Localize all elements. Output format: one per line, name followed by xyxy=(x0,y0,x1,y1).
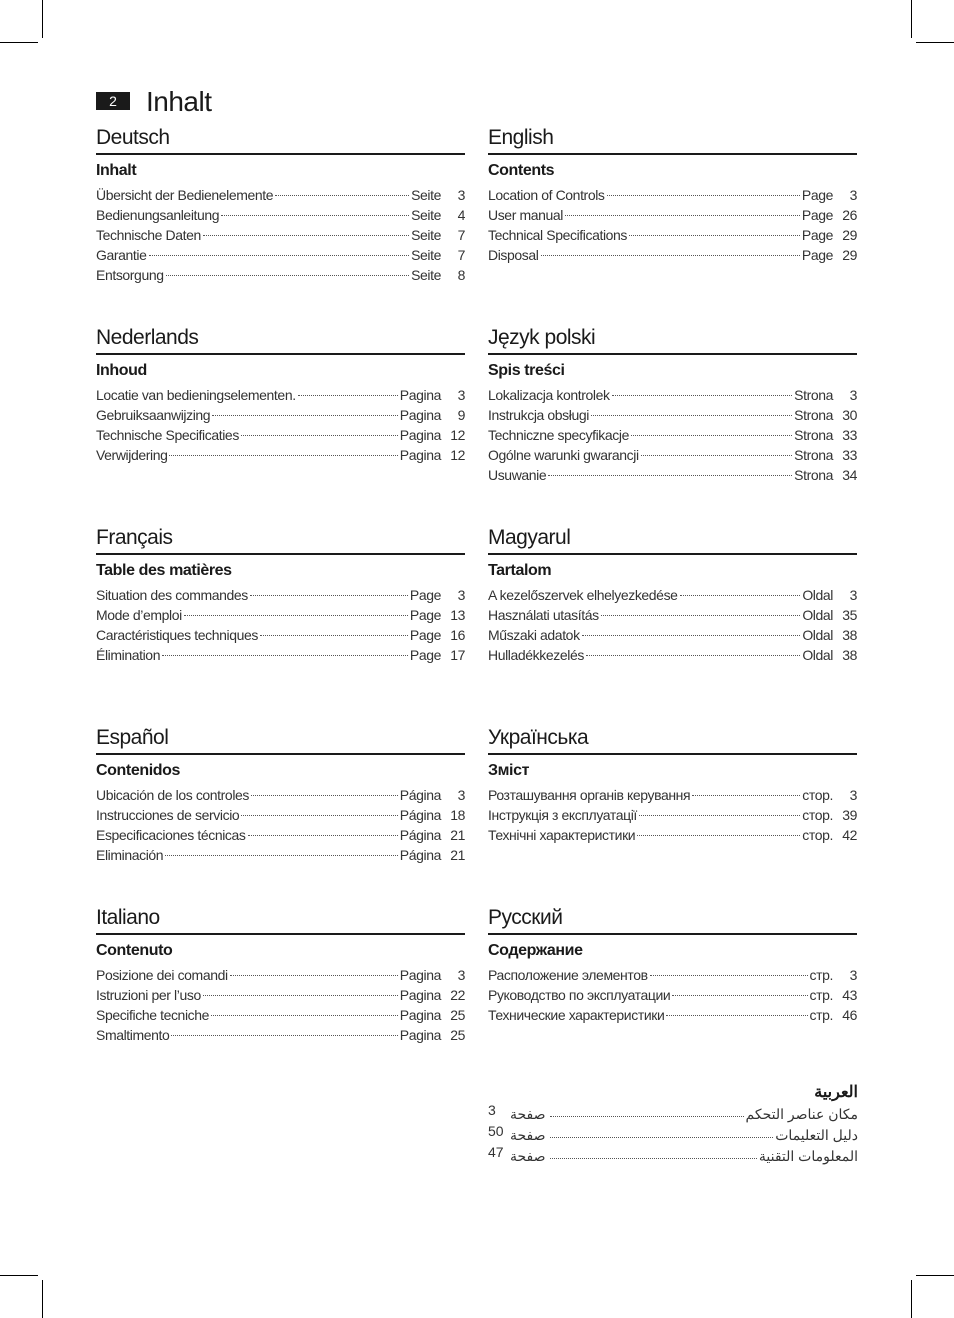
toc-entry-label: Eliminación xyxy=(96,847,164,863)
section-subtitle: Inhoud xyxy=(96,362,147,379)
toc-entry-page: 21 xyxy=(450,847,465,863)
toc-entry xyxy=(488,805,857,825)
section-title: Français xyxy=(96,526,173,549)
toc-entry-label: Расположение элементов xyxy=(488,967,648,983)
section-divider xyxy=(488,753,857,755)
toc-entry-page: 3 xyxy=(457,387,465,403)
section-divider xyxy=(488,553,857,555)
toc-entry-unit: стр. xyxy=(809,967,833,983)
crop-mark xyxy=(911,0,912,38)
toc-entry-unit: Seite xyxy=(411,187,441,203)
dot-leader xyxy=(650,975,808,976)
toc-entry-unit: Page xyxy=(409,647,441,663)
toc-entry-page: 38 xyxy=(842,647,857,663)
dot-leader xyxy=(241,435,398,436)
section-title-arabic: العربية xyxy=(814,1084,858,1101)
toc-entry xyxy=(96,405,465,425)
dot-leader xyxy=(601,615,801,616)
dot-leader xyxy=(692,795,800,796)
toc-entry-unit: Seite xyxy=(411,267,441,283)
toc-section xyxy=(96,724,465,865)
dot-leader xyxy=(203,235,409,236)
dot-leader xyxy=(250,595,408,596)
dot-leader xyxy=(550,1116,744,1117)
toc-entry-page: 21 xyxy=(450,827,465,843)
crop-mark xyxy=(911,1280,912,1318)
section-title: Nederlands xyxy=(96,326,199,349)
dot-leader xyxy=(162,655,408,656)
dot-leader xyxy=(550,1158,757,1159)
toc-entry-page: 22 xyxy=(450,987,465,1003)
toc-entry xyxy=(96,445,465,465)
dot-leader xyxy=(184,615,408,616)
section-title: Język polski xyxy=(488,326,596,349)
toc-entry-page: 29 xyxy=(842,227,857,243)
toc-entry-label: Bedienungsanleitung xyxy=(96,207,220,223)
toc-entry-label: Specifiche tecniche xyxy=(96,1007,210,1023)
section-subtitle: Содержание xyxy=(488,942,583,959)
toc-entry-unit: стор. xyxy=(802,827,833,843)
toc-section xyxy=(96,324,465,465)
toc-entry-label: Technische Daten xyxy=(96,227,201,243)
toc-entry-label: Instrucciones de servicio xyxy=(96,807,240,823)
toc-entry xyxy=(488,985,857,1005)
dot-leader xyxy=(612,395,793,396)
toc-entry-unit: Strona xyxy=(794,467,833,483)
toc-entry-page: 3 xyxy=(849,587,857,603)
toc-entry xyxy=(488,625,857,645)
toc-entry-page: 13 xyxy=(450,607,465,623)
toc-entry-label: Інструкція з експлуатації xyxy=(488,807,637,823)
toc-entry-page: 3 xyxy=(457,967,465,983)
section-subtitle: Spis treści xyxy=(488,362,565,379)
page-number-badge: 2 xyxy=(96,92,130,110)
section-divider xyxy=(488,153,857,155)
section-divider xyxy=(96,753,465,755)
dot-leader xyxy=(165,855,398,856)
section-title: Українська xyxy=(488,726,589,749)
toc-entry-page: 42 xyxy=(842,827,857,843)
toc-entry xyxy=(488,585,857,605)
toc-entry-label: User manual xyxy=(488,207,563,223)
toc-entry-page: 18 xyxy=(450,807,465,823)
dot-leader xyxy=(221,215,409,216)
dot-leader xyxy=(541,255,800,256)
toc-entry-label: المعلومات التقنية xyxy=(758,1148,858,1164)
dot-leader xyxy=(565,215,800,216)
toc-entry-page: 25 xyxy=(450,1007,465,1023)
toc-entry-label: Techniczne specyfikacje xyxy=(488,427,629,443)
toc-entry xyxy=(488,225,857,245)
dot-leader xyxy=(212,415,398,416)
page-title: Inhalt xyxy=(146,86,212,117)
toc-entry-label: Locatie van bedieningselementen. xyxy=(96,387,296,403)
dot-leader xyxy=(251,795,398,796)
section-title: Italiano xyxy=(96,906,160,929)
toc-section xyxy=(488,904,857,1025)
toc-entry-label: Технічні характеристики xyxy=(488,827,636,843)
toc-entry xyxy=(96,385,465,405)
dot-leader xyxy=(166,275,409,276)
toc-entry-page: 17 xyxy=(450,647,465,663)
toc-entry-label: دليل التعليمات xyxy=(775,1127,858,1143)
toc-entry-page: 43 xyxy=(842,987,857,1003)
toc-entry-unit: صفحة xyxy=(510,1106,546,1122)
crop-mark xyxy=(0,1275,38,1276)
toc-entry-label: Gebruiksaanwijzing xyxy=(96,407,211,423)
toc-entry-label: Caractéristiques techniques xyxy=(96,627,258,643)
toc-entry xyxy=(488,965,857,985)
dot-leader xyxy=(631,435,792,436)
toc-entry-unit: стр. xyxy=(809,987,833,1003)
toc-section xyxy=(488,124,857,265)
toc-entry-label: Smaltimento xyxy=(96,1027,170,1043)
dot-leader xyxy=(680,595,801,596)
toc-entry-page: 12 xyxy=(450,427,465,443)
section-divider xyxy=(96,553,465,555)
toc-entry xyxy=(488,205,857,225)
toc-entry xyxy=(488,1146,858,1166)
dot-leader xyxy=(248,835,398,836)
toc-entry-label: مكان عناصر التحكم xyxy=(745,1106,858,1122)
toc-entry xyxy=(488,425,857,445)
toc-entry-unit: стор. xyxy=(802,807,833,823)
toc-entry-page: 3 xyxy=(457,787,465,803)
toc-entry-unit: Page xyxy=(409,627,441,643)
toc-entry-unit: Pagina xyxy=(399,407,441,423)
toc-entry-label: Especificaciones técnicas xyxy=(96,827,246,843)
toc-entry-list xyxy=(96,585,465,665)
toc-entry-label: Übersicht der Bedienelemente xyxy=(96,187,274,203)
section-subtitle: Table des matières xyxy=(96,562,232,579)
toc-entry-unit: Page xyxy=(801,207,833,223)
toc-entry-page: 3 xyxy=(849,967,857,983)
dot-leader xyxy=(230,975,398,976)
toc-entry-unit: صفحة xyxy=(510,1127,546,1143)
toc-entry-list xyxy=(488,585,857,665)
toc-entry-page: 3 xyxy=(849,387,857,403)
dot-leader xyxy=(672,995,807,996)
toc-entry-unit: Page xyxy=(409,587,441,603)
toc-entry-list xyxy=(96,185,465,285)
toc-entry-list xyxy=(96,965,465,1045)
toc-entry-label: Mode d’emploi xyxy=(96,607,182,623)
toc-entry-label: Garantie xyxy=(96,247,147,263)
crop-mark xyxy=(916,42,954,43)
toc-entry-unit: صفحة xyxy=(510,1148,546,1164)
toc-entry-unit: Oldal xyxy=(802,607,833,623)
toc-entry xyxy=(96,965,465,985)
section-subtitle: Зміст xyxy=(488,762,530,779)
toc-entry xyxy=(488,785,857,805)
toc-entry-unit: Strona xyxy=(794,447,833,463)
section-divider xyxy=(96,933,465,935)
dot-leader xyxy=(275,195,409,196)
toc-entry-page: 38 xyxy=(842,627,857,643)
toc-entry-page: 7 xyxy=(457,227,465,243)
toc-entry-label: Élimination xyxy=(96,647,161,663)
toc-entry xyxy=(488,465,857,485)
toc-entry-page: 50 xyxy=(488,1123,504,1139)
toc-entry xyxy=(96,1005,465,1025)
toc-entry-label: Ubicación de los controles xyxy=(96,787,250,803)
section-title: Español xyxy=(96,726,169,749)
toc-entry-page: 29 xyxy=(842,247,857,263)
section-divider xyxy=(488,353,857,355)
toc-entry-unit: Oldal xyxy=(802,587,833,603)
toc-entry-unit: Seite xyxy=(411,207,441,223)
toc-entry-page: 3 xyxy=(849,187,857,203)
toc-entry-unit: Pagina xyxy=(399,1007,441,1023)
toc-entry-page: 8 xyxy=(457,267,465,283)
toc-entry-unit: Page xyxy=(801,187,833,203)
dot-leader xyxy=(548,475,792,476)
toc-entry-label: Istruzioni per l’uso xyxy=(96,987,201,1003)
toc-entry-label: Műszaki adatok xyxy=(488,627,580,643)
toc-entry-page: 33 xyxy=(842,427,857,443)
toc-entry-unit: Pagina xyxy=(399,387,441,403)
crop-mark xyxy=(0,42,38,43)
toc-entry xyxy=(488,605,857,625)
toc-entry-unit: Page xyxy=(801,227,833,243)
toc-entry xyxy=(488,1005,857,1025)
toc-entry-page: 7 xyxy=(457,247,465,263)
toc-entry xyxy=(96,805,465,825)
toc-entry-unit: Pagina xyxy=(399,427,441,443)
toc-section xyxy=(488,724,857,845)
dot-leader xyxy=(582,635,801,636)
section-subtitle: Inhalt xyxy=(96,162,137,179)
toc-entry-list xyxy=(488,965,857,1025)
dot-leader xyxy=(203,995,398,996)
toc-entry-unit: Oldal xyxy=(802,647,833,663)
toc-entry-page: 30 xyxy=(842,407,857,423)
toc-entry-page: 12 xyxy=(450,447,465,463)
toc-entry-label: Руководство по эксплуатации xyxy=(488,987,671,1003)
toc-entry-unit: стор. xyxy=(802,787,833,803)
toc-entry-label: Verwijdering xyxy=(96,447,168,463)
toc-entry-page: 3 xyxy=(849,787,857,803)
toc-entry xyxy=(488,825,857,845)
toc-entry xyxy=(488,245,857,265)
dot-leader xyxy=(260,635,408,636)
toc-entry-unit: Page xyxy=(801,247,833,263)
toc-entry-label: Instrukcja obsługi xyxy=(488,407,589,423)
section-title: Deutsch xyxy=(96,126,170,149)
toc-entry-unit: Page xyxy=(409,607,441,623)
toc-entry xyxy=(488,185,857,205)
toc-entry xyxy=(96,845,465,865)
toc-section xyxy=(96,904,465,1045)
toc-entry xyxy=(488,405,857,425)
toc-section xyxy=(96,124,465,285)
toc-entry-page: 16 xyxy=(450,627,465,643)
section-subtitle: Contenidos xyxy=(96,762,180,779)
toc-entry-unit: Strona xyxy=(794,387,833,403)
toc-entry-unit: Pagina xyxy=(399,447,441,463)
toc-entry-label: A kezelőszervek elhelyezkedése xyxy=(488,587,678,603)
toc-entry-page: 3 xyxy=(457,187,465,203)
toc-entry-page: 3 xyxy=(457,587,465,603)
dot-leader xyxy=(607,195,800,196)
section-subtitle: Contents xyxy=(488,162,555,179)
toc-entry xyxy=(488,385,857,405)
toc-entry xyxy=(96,425,465,445)
toc-entry-list xyxy=(488,785,857,845)
section-subtitle: Contenuto xyxy=(96,942,173,959)
toc-entry xyxy=(96,185,465,205)
toc-entry xyxy=(96,825,465,845)
toc-entry-label: Lokalizacja kontrolek xyxy=(488,387,610,403)
toc-entry-list xyxy=(96,385,465,465)
toc-entry-label: Розташування органів керування xyxy=(488,787,691,803)
toc-entry-unit: Página xyxy=(399,827,441,843)
toc-entry-unit: Strona xyxy=(794,407,833,423)
toc-entry-label: Технические характеристики xyxy=(488,1007,665,1023)
toc-entry xyxy=(96,265,465,285)
dot-leader xyxy=(586,655,800,656)
toc-entry xyxy=(488,1104,858,1124)
toc-entry-page: 3 xyxy=(488,1102,496,1118)
toc-entry-label: Location of Controls xyxy=(488,187,605,203)
section-divider xyxy=(96,153,465,155)
toc-entry-page: 9 xyxy=(457,407,465,423)
dot-leader xyxy=(637,835,800,836)
dot-leader xyxy=(639,815,800,816)
toc-entry xyxy=(96,625,465,645)
toc-entry-label: Technical Specifications xyxy=(488,227,628,243)
dot-leader xyxy=(211,1015,398,1016)
section-divider xyxy=(96,353,465,355)
dot-leader xyxy=(241,815,398,816)
crop-mark xyxy=(42,0,43,38)
toc-entry-page: 34 xyxy=(842,467,857,483)
toc-entry xyxy=(96,225,465,245)
toc-entry-page: 39 xyxy=(842,807,857,823)
toc-entry xyxy=(96,205,465,225)
toc-entry-page: 26 xyxy=(842,207,857,223)
toc-entry-page: 25 xyxy=(450,1027,465,1043)
toc-entry xyxy=(488,1125,858,1145)
toc-entry-page: 47 xyxy=(488,1144,504,1160)
toc-entry-unit: Pagina xyxy=(399,987,441,1003)
toc-entry xyxy=(96,605,465,625)
toc-section xyxy=(96,524,465,665)
toc-section xyxy=(488,324,857,485)
toc-entry-list xyxy=(488,185,857,265)
section-title: English xyxy=(488,126,554,149)
toc-entry xyxy=(96,985,465,1005)
toc-entry-unit: Pagina xyxy=(399,1027,441,1043)
dot-leader xyxy=(666,1015,807,1016)
toc-entry-unit: Oldal xyxy=(802,627,833,643)
section-divider xyxy=(488,933,857,935)
toc-section xyxy=(488,524,857,665)
dot-leader xyxy=(591,415,792,416)
toc-entry-label: Entsorgung xyxy=(96,267,164,283)
toc-entry xyxy=(96,645,465,665)
toc-entry-unit: Página xyxy=(399,847,441,863)
toc-entry-label: Hulladékkezelés xyxy=(488,647,584,663)
toc-entry xyxy=(488,645,857,665)
crop-mark xyxy=(916,1275,954,1276)
toc-entry xyxy=(488,445,857,465)
toc-entry-page: 35 xyxy=(842,607,857,623)
dot-leader xyxy=(149,255,410,256)
toc-entry-label: Technische Specificaties xyxy=(96,427,239,443)
toc-entry-label: Használati utasítás xyxy=(488,607,599,623)
toc-entry xyxy=(96,785,465,805)
toc-entry-unit: Strona xyxy=(794,427,833,443)
toc-entry-list xyxy=(96,785,465,865)
dot-leader xyxy=(641,455,792,456)
toc-entry-page: 33 xyxy=(842,447,857,463)
dot-leader xyxy=(298,395,398,396)
toc-entry xyxy=(96,585,465,605)
toc-entry-unit: Seite xyxy=(411,247,441,263)
dot-leader xyxy=(171,1035,397,1036)
toc-entry-label: Ogólne warunki gwarancji xyxy=(488,447,639,463)
toc-entry-page: 46 xyxy=(842,1007,857,1023)
toc-entry-unit: Seite xyxy=(411,227,441,243)
toc-entry xyxy=(96,1025,465,1045)
toc-entry-page: 4 xyxy=(457,207,465,223)
toc-entry-label: Posizione dei comandi xyxy=(96,967,228,983)
toc-entry-unit: Página xyxy=(399,807,441,823)
dot-leader xyxy=(169,455,397,456)
toc-entry-label: Disposal xyxy=(488,247,539,263)
crop-mark xyxy=(42,1280,43,1318)
dot-leader xyxy=(629,235,800,236)
toc-entry-unit: Página xyxy=(399,787,441,803)
toc-entry-label: Usuwanie xyxy=(488,467,547,483)
section-subtitle: Tartalom xyxy=(488,562,552,579)
section-title: Русский xyxy=(488,906,563,929)
dot-leader xyxy=(550,1137,773,1138)
toc-entry-label: Situation des commandes xyxy=(96,587,248,603)
toc-entry xyxy=(96,245,465,265)
toc-entry-list xyxy=(488,385,857,485)
toc-entry-unit: Pagina xyxy=(399,967,441,983)
toc-entry-unit: стр. xyxy=(809,1007,833,1023)
section-title: Magyarul xyxy=(488,526,571,549)
